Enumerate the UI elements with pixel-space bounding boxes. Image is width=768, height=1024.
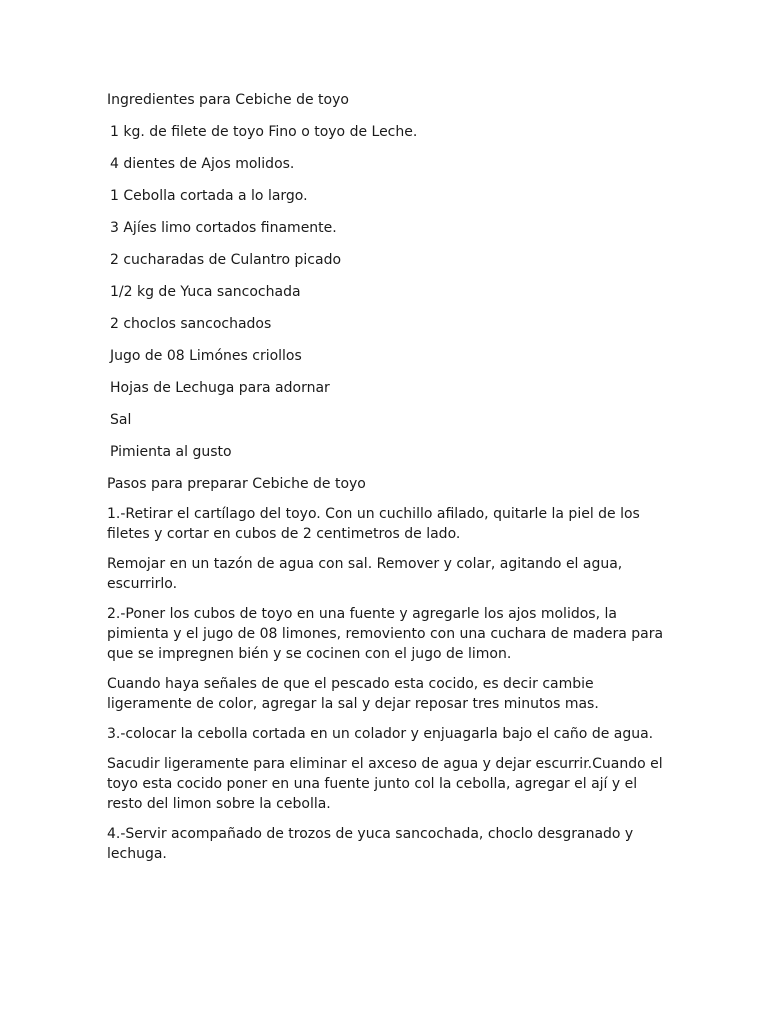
- steps-list: [107, 504, 667, 864]
- step-paragraph: 1.-Retirar el cartílago del toyo. Con un cuchillo afilado, quitarle la piel de los filetes y cortar en cubos de 2 centimetros de lado.: [107, 506, 640, 542]
- ingredient-item: 3 Ajíes limo cortados finamente.: [110, 220, 337, 236]
- step-paragraph: 4.-Servir acompañado de trozos de yuca sancochada, choclo desgranado y lechuga.: [107, 826, 634, 862]
- ingredient-item: Sal: [110, 412, 132, 428]
- ingredient-item: 1 Cebolla cortada a lo largo.: [110, 188, 308, 204]
- ingredient-item: Hojas de Lechuga para adornar: [110, 380, 330, 396]
- ingredients-list: [107, 122, 667, 462]
- ingredient-item: Jugo de 08 Limónes criollos: [110, 348, 302, 364]
- ingredients-heading: Ingredientes para Cebiche de toyo: [107, 92, 349, 108]
- ingredient-item: 1 kg. de filete de toyo Fino o toyo de Leche.: [110, 124, 418, 140]
- step-paragraph: 2.-Poner los cubos de toyo en una fuente y agregarle los ajos molidos, la pimienta y el jugo de 08 limones, removiento con una cuchara de madera para que se impregnen bién y se cocinen con el jugo de limon.: [107, 606, 664, 662]
- step-paragraph: Cuando haya señales de que el pescado esta cocido, es decir cambie ligeramente de color, agregar la sal y dejar reposar tres minutos mas.: [107, 676, 599, 712]
- ingredient-item: 1/2 kg de Yuca sancochada: [110, 284, 301, 300]
- ingredient-item: Pimienta al gusto: [110, 444, 232, 460]
- document-body: [107, 90, 667, 874]
- ingredient-item: 2 choclos sancochados: [110, 316, 272, 332]
- step-paragraph: Remojar en un tazón de agua con sal. Remover y colar, agitando el agua, escurrirlo.: [107, 556, 623, 592]
- ingredient-item: 4 dientes de Ajos molidos.: [110, 156, 295, 172]
- steps-heading: Pasos para preparar Cebiche de toyo: [107, 476, 366, 492]
- ingredient-item: 2 cucharadas de Culantro picado: [110, 252, 342, 268]
- step-paragraph: Sacudir ligeramente para eliminar el axceso de agua y dejar escurrir.Cuando el toyo esta cocido poner en una fuente junto col la cebolla, agregar el ají y el resto del limon sobre la cebolla.: [107, 756, 663, 812]
- step-paragraph: 3.-colocar la cebolla cortada en un colador y enjuagarla bajo el caño de agua.: [107, 726, 654, 742]
